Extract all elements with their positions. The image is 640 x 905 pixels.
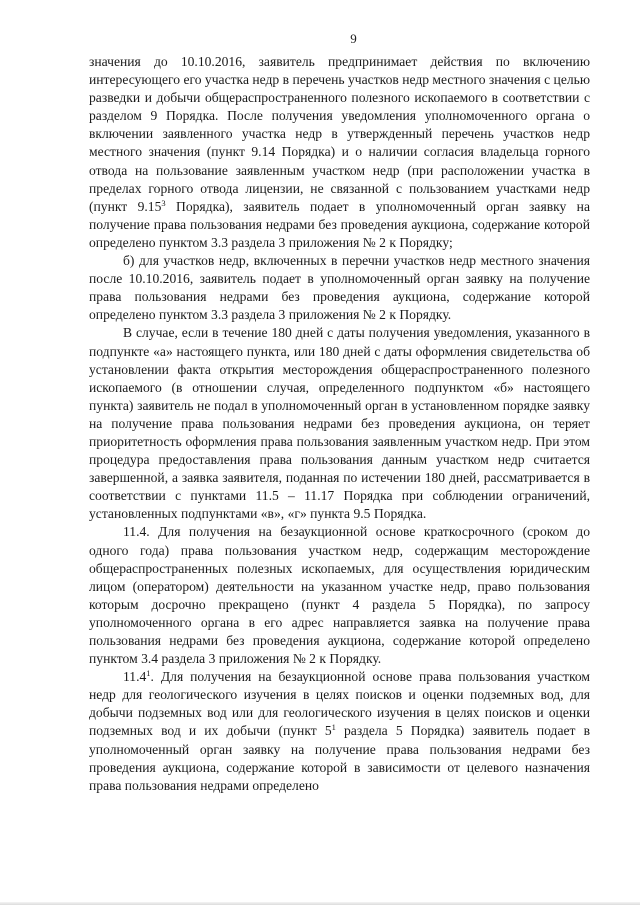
document-body xyxy=(89,53,590,795)
superscript: 1 xyxy=(331,722,336,733)
paragraph-text: значения до 10.10.2016, заявитель предпринимает действия по включению интересующего его участка недр в перечень участков недр местного значения с целью разведки и добычи общераспространенного полезного ископаемого в соответствии с разделом 9 Порядка. После получения уведомления уполномоченного органа о включении заявленного участка недр в утвержденный перечень участков недр местного значения (пункт 9.14 Порядка) и о наличии согласия владельца горного отвода на пользование заявленным участком недр (при расположении участка в пределах горного отвода лицензии, не связанной с пользованием участками недр (пункт 9.15 xyxy=(89,54,590,214)
paragraph-item-11-4 xyxy=(89,523,590,668)
paragraph-text: . Для получения на безаукционной основе права пользования участком недр для геологического изучения в целях поисков и оценки подземных вод, для добычи подземных вод или для геологического изучения в целях поисков и оценки подземных вод и их добычи (пункт 5 xyxy=(89,669,590,739)
paragraph-text: Порядка), заявитель подает в уполномоченный орган заявку на получение права пользования недрами без проведения аукциона, содержание которой определено пунктом 3.3 раздела 3 приложения № 2 к Порядку; xyxy=(89,198,590,250)
paragraph-item-11-4-1 xyxy=(89,668,590,795)
paragraph-text: раздела 5 Порядка) заявитель подает в уполномоченный орган заявку на получение права пользования недрами без проведения аукциона, содержание которой в зависимости от целевого назначения права пользования недрами определено xyxy=(89,723,590,793)
paragraph-text: 11.4. Для получения на безаукционной основе краткосрочного (сроком до одного года) права пользования участком недр, содержащим месторождение общераспространенных полезных ископаемых, для осуществления юридическим лицом (оператором) деятельности на указанном участке недр, право пользования которым досрочно прекращено (пункт 4 раздела 5 Порядка), по запросу уполномоченного органа в его адрес направляется заявка на получение права пользования недрами без проведения аукциона, содержание которой определено пунктом 3.4 раздела 3 приложения № 2 к Порядку. xyxy=(89,524,590,667)
superscript: 3 xyxy=(161,197,166,208)
paragraph-text: 11.4 xyxy=(123,669,147,685)
page-number: 9 xyxy=(350,31,357,46)
paragraph-text: В случае, если в течение 180 дней с даты получения уведомления, указанного в подпункте «а» настоящего пункта, или 180 дней с даты оформления свидетельства об установлении факта открытия месторождения общераспространенного полезного ископаемого (в отношении случая, определенного подпунктом «б» настоящего пункта) заявитель не подал в уполномоченный орган в установленном порядке заявку на получение права пользования недрами без проведения аукциона, он теряет приоритетность оформления права пользования заявленным участком недр. При этом процедура предоставления права пользования данным участком недр считается завершенной, а заявка заявителя, поданная по истечении 180 дней, рассматривается в соответствии с пунктами 11.5 – 11.17 Порядка при соблюдении ограничений, установленных подпунктами «в», «г» пункта 9.5 Порядка. xyxy=(89,325,590,522)
paragraph-deadline-clause xyxy=(89,324,590,523)
superscript: 1 xyxy=(146,668,151,679)
paragraph-subitem-b xyxy=(89,252,590,324)
paragraph-text: б) для участков недр, включенных в перечни участков недр местного значения после 10.10.2016, заявитель подает в уполномоченный орган заявку на получение права пользования недрами без проведения аукциона, содержание которой определено пунктом 3.3 раздела 3 приложения № 2 к Порядку. xyxy=(89,253,590,323)
paragraph-continuation xyxy=(89,53,590,252)
